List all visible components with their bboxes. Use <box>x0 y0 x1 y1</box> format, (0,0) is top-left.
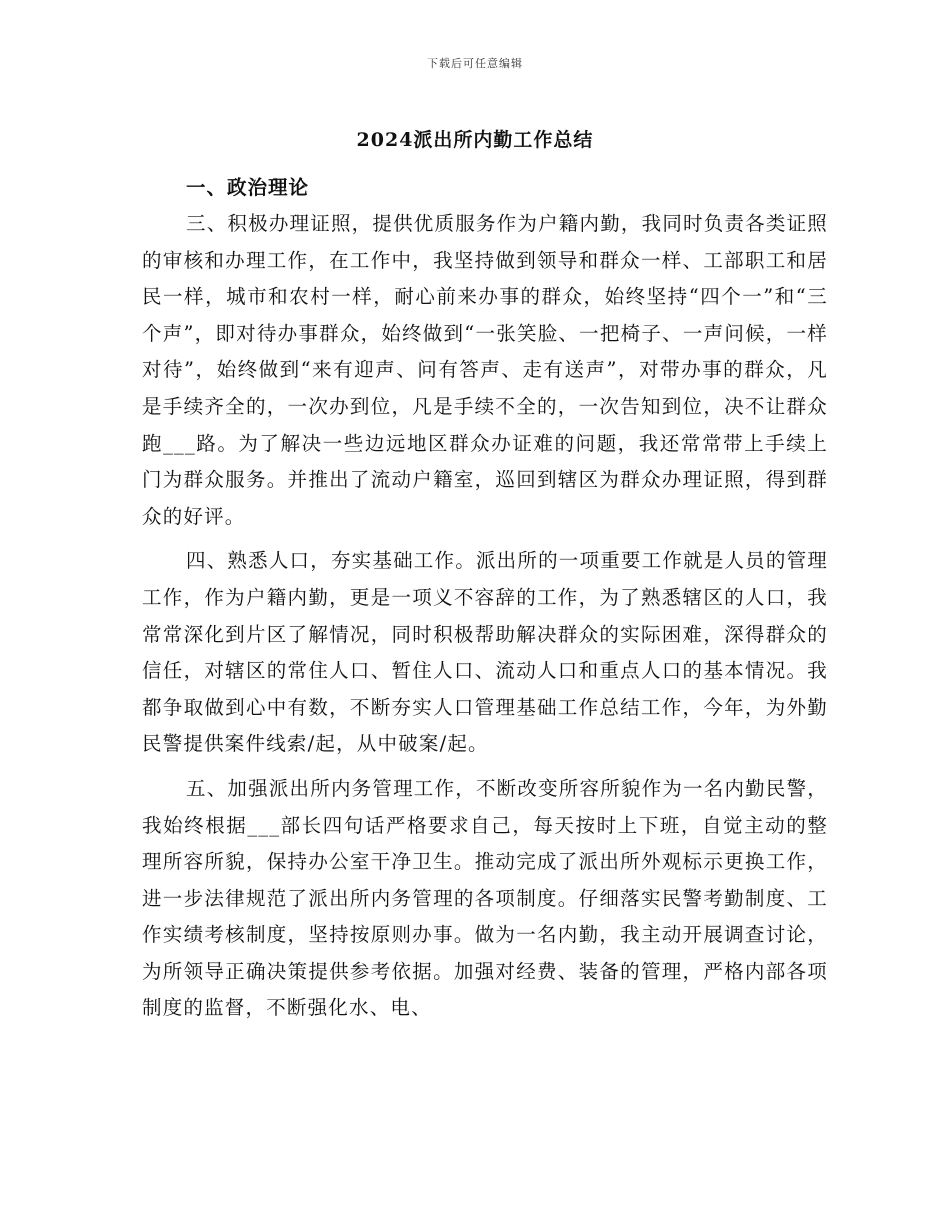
document-title: 2024派出所内勤工作总结 <box>356 129 594 151</box>
paragraph-5: 五、加强派出所内务管理工作，不断改变所容所貌作为一名内勤民警，我始终根据___部长四句话严格要求自己，每天按时上下班，自觉主动的整理所容所貌，保持办公室干净卫生。推动完成了派出所外观标示更换工作，进一步法律规范了派出所内务管理的各项制度。仔细落实民警考勤制度、工作实绩考核制度，坚持按原则办事。做为一名内勤，我主动开展调查讨论，为所领导正确决策提供参考依据。加强对经费、装备的管理，严格内部各项制度的监督，不断强化水、电、 <box>142 776 828 1020</box>
section-heading: 一、政治理论 <box>186 176 310 199</box>
paragraph-3: 三、积极办理证照，提供优质服务作为户籍内勤，我同时负责各类证照的审核和办理工作，在工作中，我坚持做到领导和群众一样、工部职工和居民一样，城市和农村一样，耐心前来办事的群众，始终坚持“四个一”和“三个声”，即对待办事群众，始终做到“一张笑脸、一把椅子、一声问候，一样对待”，始终做到“来有迎声、问有答声、走有送声”，对带办事的群众，凡是手续齐全的，一次办到位，凡是手续不全的，一次告知到位，决不让群众跑___路。为了解决一些边远地区群众办证难的问题，我还常常带上手续上门为群众服务。并推出了流动户籍室，巡回到辖区为群众办理证照，得到群众的好评。 <box>142 212 828 528</box>
document-body <box>142 170 828 1027</box>
paragraph-4: 四、熟悉人口，夯实基础工作。派出所的一项重要工作就是人员的管理工作，作为户籍内勤，更是一项义不容辞的工作，为了熟悉辖区的人口，我常常深化到片区了解情况，同时积极帮助解决群众的实际困难，深得群众的信任，对辖区的常住人口、暂住人口、流动人口和重点人口的基本情况。我都争取做到心中有数，不断夯实人口管理基础工作总结工作，今年，为外勤民警提供案件线索/起，从中破案/起。 <box>142 549 828 756</box>
header-note: 下载后可任意编辑 <box>427 57 523 70</box>
